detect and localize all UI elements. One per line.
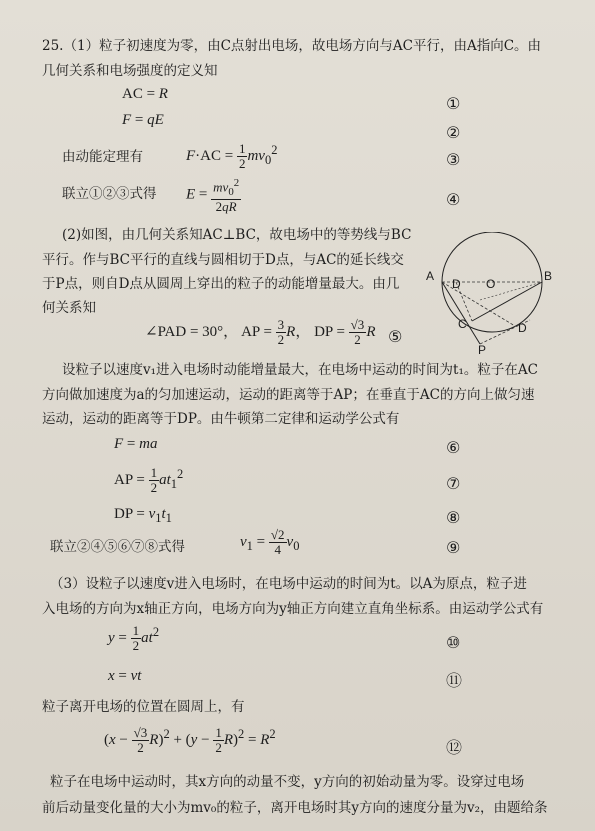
eq-f-qe: F = qE [122,112,164,128]
label-d: D [518,321,527,335]
part2-line1: (2)如图，由几何关系知AC⊥BC，故电场中的等势线与BC [62,227,412,243]
line-cb [472,282,542,321]
label-o: O [486,277,496,291]
part2-para2-line3: 运动，运动的距离等于DP。由牛顿第二定律和运动学公式有 [42,411,400,427]
eq-circle: (x − $\frac{√3}{2}$ R)$^2$ + (y − $\frac{1}{2}$ $R)^2 = R^2$ [104,725,276,755]
eq-newton: F = ma [114,436,158,452]
part1-line2: 几何关系和电场强度的定义知 [42,63,218,79]
eq-work-energy: F·AC = $\frac{1}{2}$ $mv_0^2$ [186,141,278,171]
eq-field-e: E = $\frac{mv_0^2}{2qR}$ [186,177,240,214]
eq-number-8: ⑧ [446,508,461,527]
label-b: B [544,269,553,283]
part2-para2-line2: 方向做加速度为a的匀加速运动，运动的距离等于AP；在垂直于AC的方向上做匀速 [42,387,535,403]
label-c: C [458,317,467,331]
eq-number-12: ⑫ [446,738,463,757]
eq-x: x = vt [108,668,142,684]
part2-para2-line1: 设粒子以速度v₁进入电场时动能增量最大，在电场中运动的时间为t₁。粒子在AC [62,362,538,378]
circle-text: 粒子离开电场的位置在圆周上，有 [42,699,245,715]
eq-v1: $v_1$ = $\frac{√2}{4}$ $v_0$ [240,527,300,557]
eq-number-5: ⑤ [388,327,403,346]
label-a: A [426,269,435,283]
eq-ac-r: AC = R [122,86,168,102]
eq-dp: DP = $v_1t_1$ [114,506,172,525]
part2-line2: 平行。作与BC平行的直线与圆相切于D点，与AC的延长线交 [42,252,404,268]
circle-field-diagram [420,232,570,357]
label-d-left: D [452,277,461,291]
eq-number-4: ④ [446,190,461,209]
eq-number-3: ③ [446,150,461,169]
eq-number-1: ① [446,94,461,113]
part3-line2: 入电场的方向为x轴正方向，电场方向为y轴正方向建立直角坐标系。由运动学公式有 [42,601,544,617]
eq-y: y = $\frac{1}{2}$ $at^2$ [108,623,160,653]
eq-number-2: ② [446,123,461,142]
label-p: P [478,343,487,357]
eq-geometry: ∠PAD = 30°， AP = $\frac{3}{2}$ R， DP = $\frac{√3}{2}$ R [145,317,376,347]
part1-line1: 25.（1）粒子初速度为零，由C点射出电场，故电场方向与AC平行，由A指向C。由 [42,38,542,54]
eq-number-10: ⑩ [446,633,461,652]
eq-ap: AP = $\frac{1}{2}$ $at_1^2$ [114,465,184,495]
part3-last-line2: 前后动量变化量的大小为mv₀的粒子，离开电场时其y方向的速度分量为v₂，由题给条 [42,800,548,816]
problem-number: 25. [42,38,64,54]
eq-number-7: ⑦ [446,474,461,493]
part2-line3: 于P点，则自D点从圆周上穿出的粒子的动能增量最大。由几 [42,276,400,292]
eq-number-11: ⑪ [446,671,463,690]
combine-label-1: 联立①②③式得 [62,186,157,202]
part3-last-line1: 粒子在电场中运动时，其x方向的动量不变，y方向的初始动量为零。设穿过电场 [50,774,525,790]
part3-line1: （3）设粒子以速度v进入电场时，在电场中运动的时间为t。以A为原点，粒子进 [50,576,527,592]
part2-line4: 何关系知 [42,300,96,316]
eq-number-6: ⑥ [446,438,461,457]
eq-number-9: ⑨ [446,538,461,557]
line-ap [442,282,480,344]
combine-label-2: 联立②④⑤⑥⑦⑧式得 [50,539,185,555]
kinetic-label: 由动能定理有 [62,149,143,165]
